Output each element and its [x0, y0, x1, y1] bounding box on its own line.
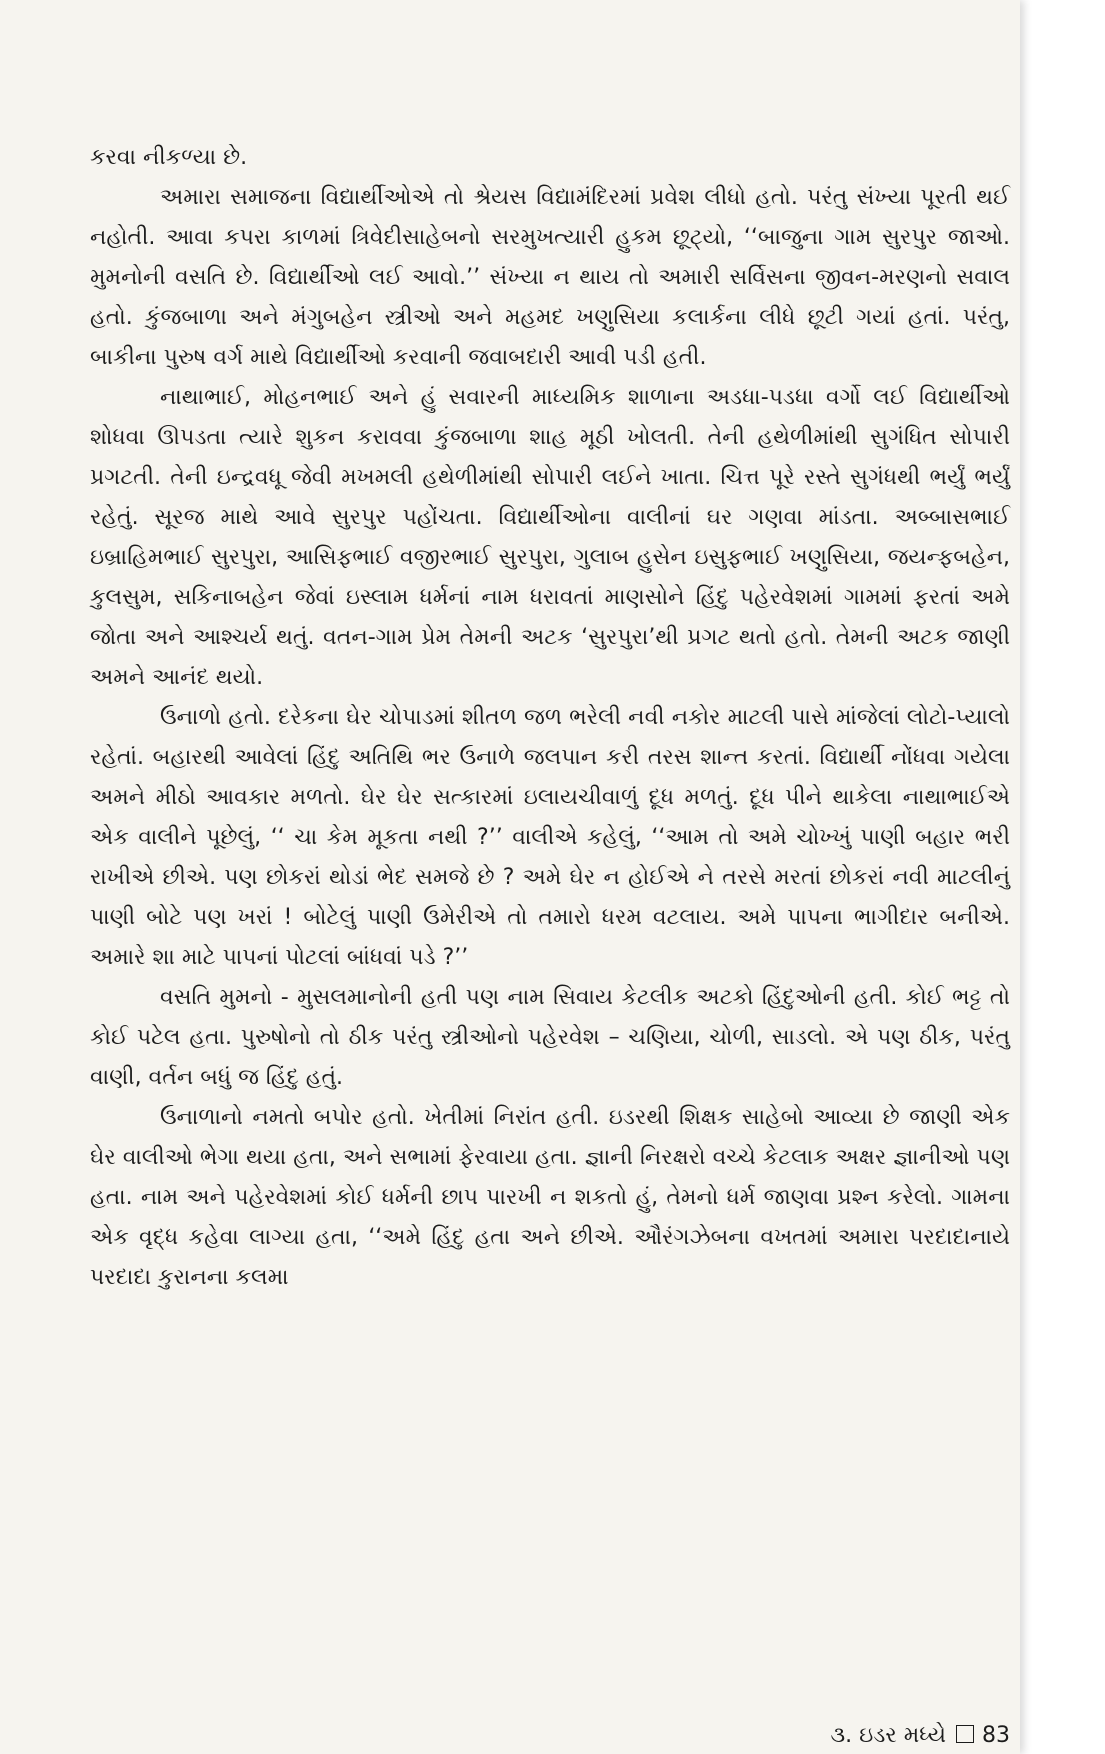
paragraph: અમારા સમાજના વિદ્યાર્થીઓએ તો શ્રેયસ વિદ્યામંદિરમાં પ્રવેશ લીધો હતો. પરંતુ સંખ્યા પૂરતી થઈ નહોતી. આવા કપરા કાળમાં ત્રિવેદીસાહેબનો સરમુખત્યારી હુકમ છૂટ્યો, ‘‘બાજુના ગામ સુરપુર જાઓ. મુમનોની વસતિ છે. વિદ્યાર્થીઓ લઈ આવો.’’ સંખ્યા ન થાય તો અમારી સર્વિસના જીવન-મરણનો સવાલ હતો. કુંજબાળા અને મંગુબહેન સ્ત્રીઓ અને મહમદ ખણુસિયા કલાર્કના લીધે છૂટી ગયાં હતાં. પરંતુ, બાકીના પુરુષ વર્ગ માથે વિદ્યાર્થીઓ કરવાની જવાબદારી આવી પડી હતી.: [90, 185, 1010, 370]
paragraph: ઉનાળાનો નમતો બપોર હતો. ખેતીમાં નિરાંત હતી. ઇડરથી શિક્ષક સાહેબો આવ્યા છે જાણી એક ઘેર વાલીઓ ભેગા થયા હતા, અને સભામાં ફેરવાયા હતા. જ્ઞાની નિરક્ષરો વચ્ચે કેટલાક અક્ષર જ્ઞાનીઓ પણ હતા. નામ અને પહેરવેશમાં કોઈ ધર્મની છાપ પારખી ન શકતો હું, તેમનો ધર્મ જાણવા પ્રશ્ન કરેલો. ગામના એક વૃદ્ધ કહેવા લાગ્યા હતા, ‘‘અમે હિંદુ હતા અને છીએ. ઔરંગઝેબના વખતમાં અમારા પરદાદાનાયે પરદાદા કુરાનના કલમા: [90, 1105, 1010, 1290]
paragraph: નાથાભાઈ, મોહનભાઈ અને હું સવારની માધ્યમિક શાળાના અડધા-પડધા વર્ગો લઈ વિદ્યાર્થીઓ શોધવા ઊપડતા ત્યારે શુકન કરાવવા કુંજબાળા શાહ મૂઠી ખોલતી. તેની હથેળીમાંથી સુગંધિત સોપારી પ્રગટતી. તેની ઇન્દ્રવધૂ જેવી મખમલી હથેળીમાંથી સોપારી લઈને ખાતા. ચિત્ત પૂરે રસ્તે સુગંધથી ભર્યું ભર્યું રહેતું. સૂરજ માથે આવે સુરપુર પહોંચતા. વિદ્યાર્થીઓના વાલીનાં ઘર ગણવા માંડતા. અબ્બાસભાઈ ઇબ્રાહિમભાઈ સુરપુરા, આસિફભાઈ વજીરભાઈ સુરપુરા, ગુલાબ હુસેન ઇસુફભાઈ ખણુસિયા, જયન્ફબહેન, કુલસુમ, સકિનાબહેન જેવાં ઇસ્લામ ધર્મનાં નામ ધરાવતાં માણસોને હિંદુ પહેરવેશમાં ગામમાં ફરતાં અમે જોતા અને આશ્ચર્ય થતું. વતન-ગામ પ્રેમ તેમની અટક ‘સુરપુરા’થી પ્રગટ થતો હતો. તેમની અટક જાણી અમને આનંદ થયો.: [90, 385, 1010, 690]
page-footer: [700, 1722, 1010, 1750]
paragraph: વસતિ મુમનો - મુસલમાનોની હતી પણ નામ સિવાય કેટલીક અટકો હિંદુઓની હતી. કોઈ ભટ્ટ તો કોઈ પટેલ હતા. પુરુષોનો તો ઠીક પરંતુ સ્ત્રીઓનો પહેરવેશ – ચણિયા, ચોળી, સાડલો. એ પણ ઠીક, પરંતુ વાણી, વર્તન બધું જ હિંદુ હતું.: [90, 985, 1010, 1090]
paragraph: ઉનાળો હતો. દરેકના ઘેર ચોપાડમાં શીતળ જળ ભરેલી નવી નકોર માટલી પાસે માંજેલાં લોટો-પ્યાલો રહેતાં. બહારથી આવેલાં હિંદુ અતિથિ ભર ઉનાળે જલપાન કરી તરસ શાન્ત કરતાં. વિદ્યાર્થી નોંધવા ગયેલા અમને મીઠો આવકાર મળતો. ઘેર ઘેર સત્કારમાં ઇલાયચીવાળું દૂધ મળતું. દૂધ પીને થાકેલા નાથાભાઈએ એક વાલીને પૂછેલું, ‘‘ ચા કેમ મૂકતા નથી ?’’ વાલીએ કહેલું, ‘‘આમ તો અમે ચોખ્ખું પાણી બહાર ભરી રાખીએ છીએ. પણ છોકરાં થોડાં ભેદ સમજે છે ? અમે ઘેર ન હોઈએ ને તરસે મરતાં છોકરાં નવી માટલીનું પાણી બોટે પણ ખરાં ! બોટેલું પાણી ઉમેરીએ તો તમારો ધરમ વટલાય. અમે પાપના ભાગીદાર બનીએ. અમારે શા માટે પાપનાં પોટલાં બાંધવાં પડે ?’’: [90, 705, 1010, 970]
paragraph: કરવા નીકળ્યા છે.: [90, 145, 248, 170]
chapter-title: ૩. ઇડર મધ્યે: [830, 1723, 946, 1748]
page-number: 83: [982, 1723, 1010, 1748]
body-text: [90, 138, 1010, 1298]
square-separator-icon: [956, 1725, 974, 1743]
